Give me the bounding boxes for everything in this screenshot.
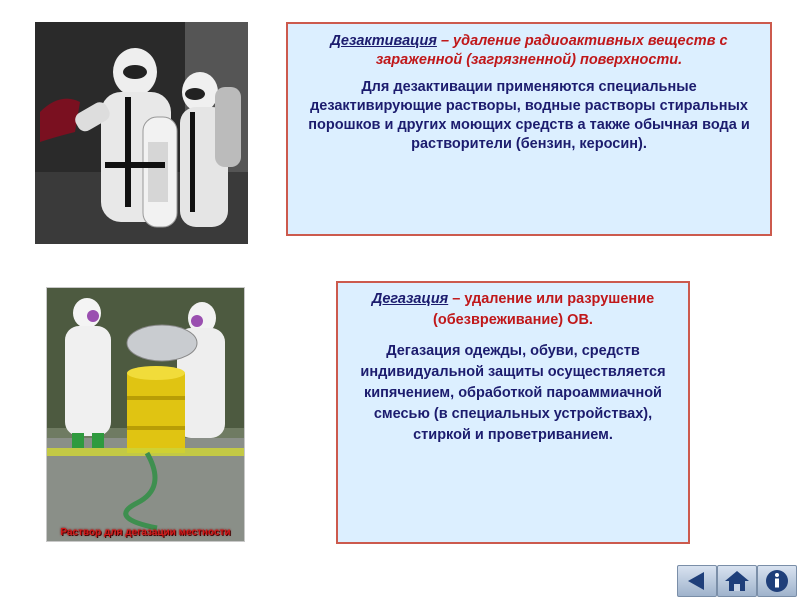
- degassing-photo-caption: Раствор для дегазации местности: [60, 527, 231, 538]
- degassing-photo: [46, 287, 245, 542]
- info-icon: [758, 566, 796, 596]
- back-arrow-icon: [678, 566, 716, 596]
- degassing-info-box: [336, 281, 690, 544]
- home-button[interactable]: [717, 565, 757, 597]
- decontamination-info-box: [286, 22, 772, 236]
- info-button[interactable]: [757, 565, 797, 597]
- decontamination-term: Дезактивация: [330, 33, 437, 49]
- home-icon: [718, 566, 756, 596]
- decontamination-photo: [35, 22, 248, 244]
- decontamination-body: Для дезактивации применяются специальные дезактивирующие растворы, водные растворы стиральных порошков и других моющих средств а также обычная вода и растворители (бензин, керосин).: [308, 79, 750, 152]
- degassing-term: Дегазация: [371, 291, 449, 307]
- degassing-definition: [350, 289, 676, 331]
- degassing-body: Дегазация одежды, обуви, средств индивидуальной защиты осуществляется кипячением, обработкой пароаммиачной смесью (в специальных устройствах), стиркой и проветриванием.: [360, 343, 666, 443]
- decontamination-definition-text: – удаление радиоактивных веществ с зараженной (загрязненной) поверхности.: [375, 33, 728, 68]
- degassing-definition-text: – удаление или разрушение (обезвреживание) ОВ.: [433, 291, 655, 328]
- decontamination-definition: [300, 32, 758, 70]
- back-button[interactable]: [677, 565, 717, 597]
